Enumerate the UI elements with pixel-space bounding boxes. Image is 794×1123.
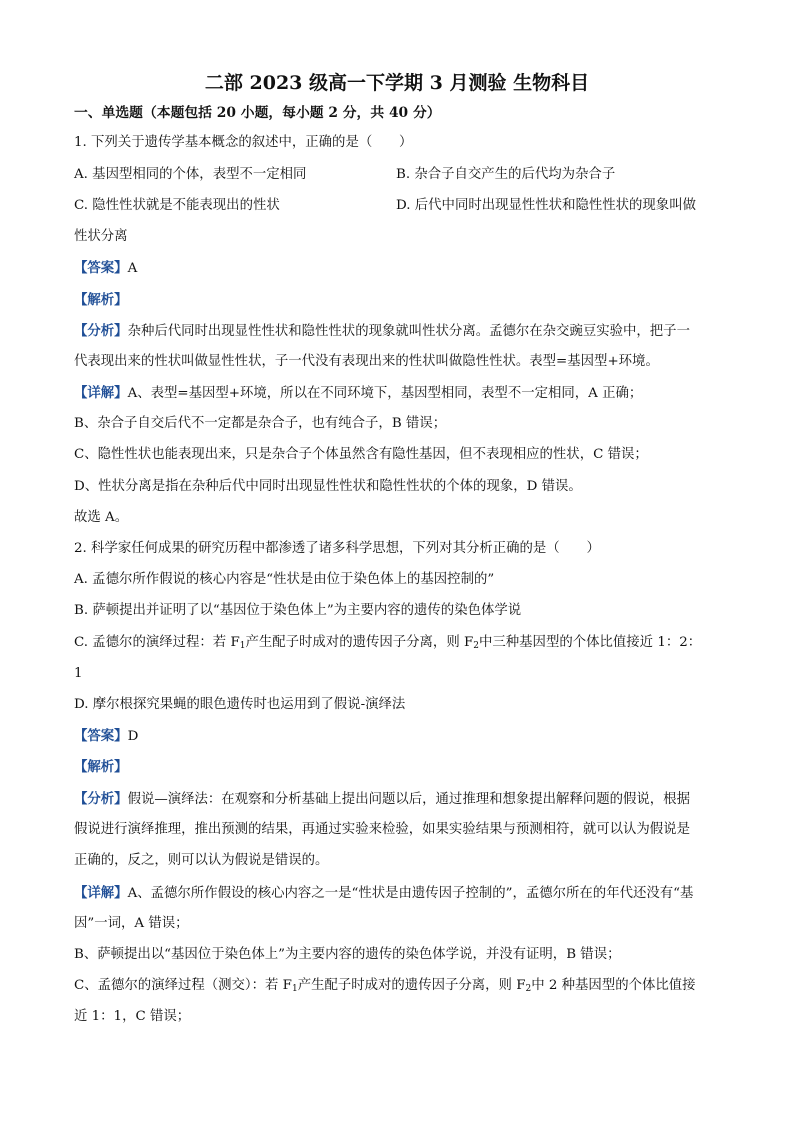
analysis-tag: 【解析】	[74, 759, 128, 775]
subscript: 2	[525, 984, 532, 994]
q2-option-c-text-1: C. 孟德尔的演绎过程：若 F	[74, 635, 240, 650]
q2-option-d: D. 摩尔根探究果蝇的眼色遗传时也运用到了假说-演绎法	[74, 697, 406, 712]
answer-tag: 【答案】	[74, 728, 128, 744]
question-1-stem: 1. 下列关于遗传学基本概念的叙述中，正确的是（ ）	[74, 135, 413, 150]
q2-option-c	[74, 634, 724, 652]
q2-fenxi-line-2: 假说进行演绎推理，推出预测的结果，再通过实验来检验，如果实验结果与预测相符，就可以认为假说是	[74, 822, 690, 837]
q1-xiangjie-line-3: C、隐性性状也能表现出来，只是杂合子个体虽然含有隐性基因，但不表现相应的性状，C 错误；	[74, 447, 648, 462]
q2-option-c-text-2: 产生配子时成对的遗传因子分离，则 F	[245, 635, 474, 650]
question-1-options-row-2	[74, 197, 724, 215]
q1-fenxi-line-2: 代表现出来的性状叫做显性性状，子一代没有表现出来的性状叫做隐性性状。表型=基因型+环境。	[74, 354, 659, 369]
q1-xiangjie-line-4: D、性状分离是指在杂种后代中同时出现显性性状和隐性性状的个体的现象，D 错误。	[74, 479, 582, 494]
q2-xiangjie-line-5: 近 1：1，C 错误；	[74, 1009, 191, 1024]
exam-title: 二部 2023 级高一下学期 3 月测验 生物科目	[204, 72, 590, 94]
answer-value: A	[127, 261, 138, 276]
subscript: 1	[291, 984, 298, 994]
q2-option-b: B. 萨顿提出并证明了以“基因位于染色体上”为主要内容的遗传的染色体学说	[74, 603, 522, 618]
xiangjie-c-text-2: 产生配子时成对的遗传因子分离，则 F	[297, 978, 526, 993]
q2-fenxi-line-1	[74, 790, 724, 809]
subscript: 2	[473, 641, 479, 651]
q1-fenxi-line-1	[74, 322, 724, 341]
q1-option-b: B. 杂合子自交产生的后代均为杂合子	[396, 167, 616, 182]
xiangjie-tag: 【详解】	[74, 885, 128, 901]
q1-conclusion: 故选 A。	[74, 510, 129, 525]
xiangjie-text: A、表型=基因型+环境，所以在不同环境下，基因型相同，表型不一定相同，A 正确；	[127, 386, 643, 401]
q1-option-a: A. 基因型相同的个体，表型不一定相同	[74, 167, 307, 182]
section-heading: 一、单选题（本题包括 20 小题，每小题 2 分，共 40 分）	[74, 105, 441, 121]
q1-analysis-heading	[74, 291, 724, 310]
q1-xiangjie-line-2: B、杂合子自交后代不一定都是杂合子，也有纯合子，B 错误；	[74, 416, 447, 431]
xiangjie-tag: 【详解】	[74, 385, 128, 401]
q2-option-c-text-3: 中三种基因型的个体比值接近 1：2：	[479, 635, 702, 650]
q2-option-c-cont: 1	[74, 666, 83, 681]
xiangjie-c-text-3: 中 2 种基因型的个体比值接	[531, 978, 696, 993]
q2-xiangjie-line-1	[74, 884, 724, 903]
q2-analysis-heading	[74, 758, 724, 777]
answer-tag: 【答案】	[74, 260, 128, 276]
q1-option-d-cont: 性状分离	[74, 229, 128, 244]
fenxi-tag: 【分析】	[74, 323, 128, 339]
fenxi-text: 假说—演绎法：在观察和分析基础上提出问题以后，通过推理和想象提出解释问题的假说，根据	[127, 792, 690, 807]
q2-xiangjie-line-2: 因”一词，A 错误；	[74, 916, 189, 931]
q1-option-d: D. 后代中同时出现显性性状和隐性性状的现象叫做	[396, 198, 696, 213]
q2-option-a: A. 孟德尔所作假说的核心内容是“性状是由位于染色体上的基因控制的”	[74, 572, 495, 587]
fenxi-tag: 【分析】	[74, 791, 128, 807]
subscript: 1	[239, 641, 246, 651]
xiangjie-c-text-1: C、孟德尔的演绎过程（测交）：若 F	[74, 978, 292, 993]
q1-answer	[74, 259, 724, 278]
q1-xiangjie-line-1	[74, 384, 724, 403]
q2-answer	[74, 727, 724, 746]
fenxi-text: 杂种后代同时出现显性性状和隐性性状的现象就叫性状分离。孟德尔在杂交豌豆实验中，把子一	[127, 324, 690, 339]
answer-value: D	[127, 729, 139, 744]
q2-fenxi-line-3: 正确的，反之，则可以认为假说是错误的。	[74, 853, 329, 868]
analysis-tag: 【解析】	[74, 292, 128, 308]
q1-option-c: C. 隐性性状就是不能表现出的性状	[74, 198, 280, 213]
xiangjie-text: A、孟德尔所作假设的核心内容之一是“性状是由遗传因子控制的”，孟德尔所在的年代还没有“基	[127, 886, 694, 901]
q2-xiangjie-line-3: B、萨顿提出以“基因位于染色体上”为主要内容的遗传的染色体学说，并没有证明，B 错误；	[74, 947, 621, 962]
question-2-stem: 2. 科学家任何成果的研究历程中都渗透了诸多科学思想，下列对其分析正确的是（ ）	[74, 541, 600, 556]
question-1-options-row-1	[74, 166, 724, 184]
q2-xiangjie-line-4	[74, 977, 724, 995]
